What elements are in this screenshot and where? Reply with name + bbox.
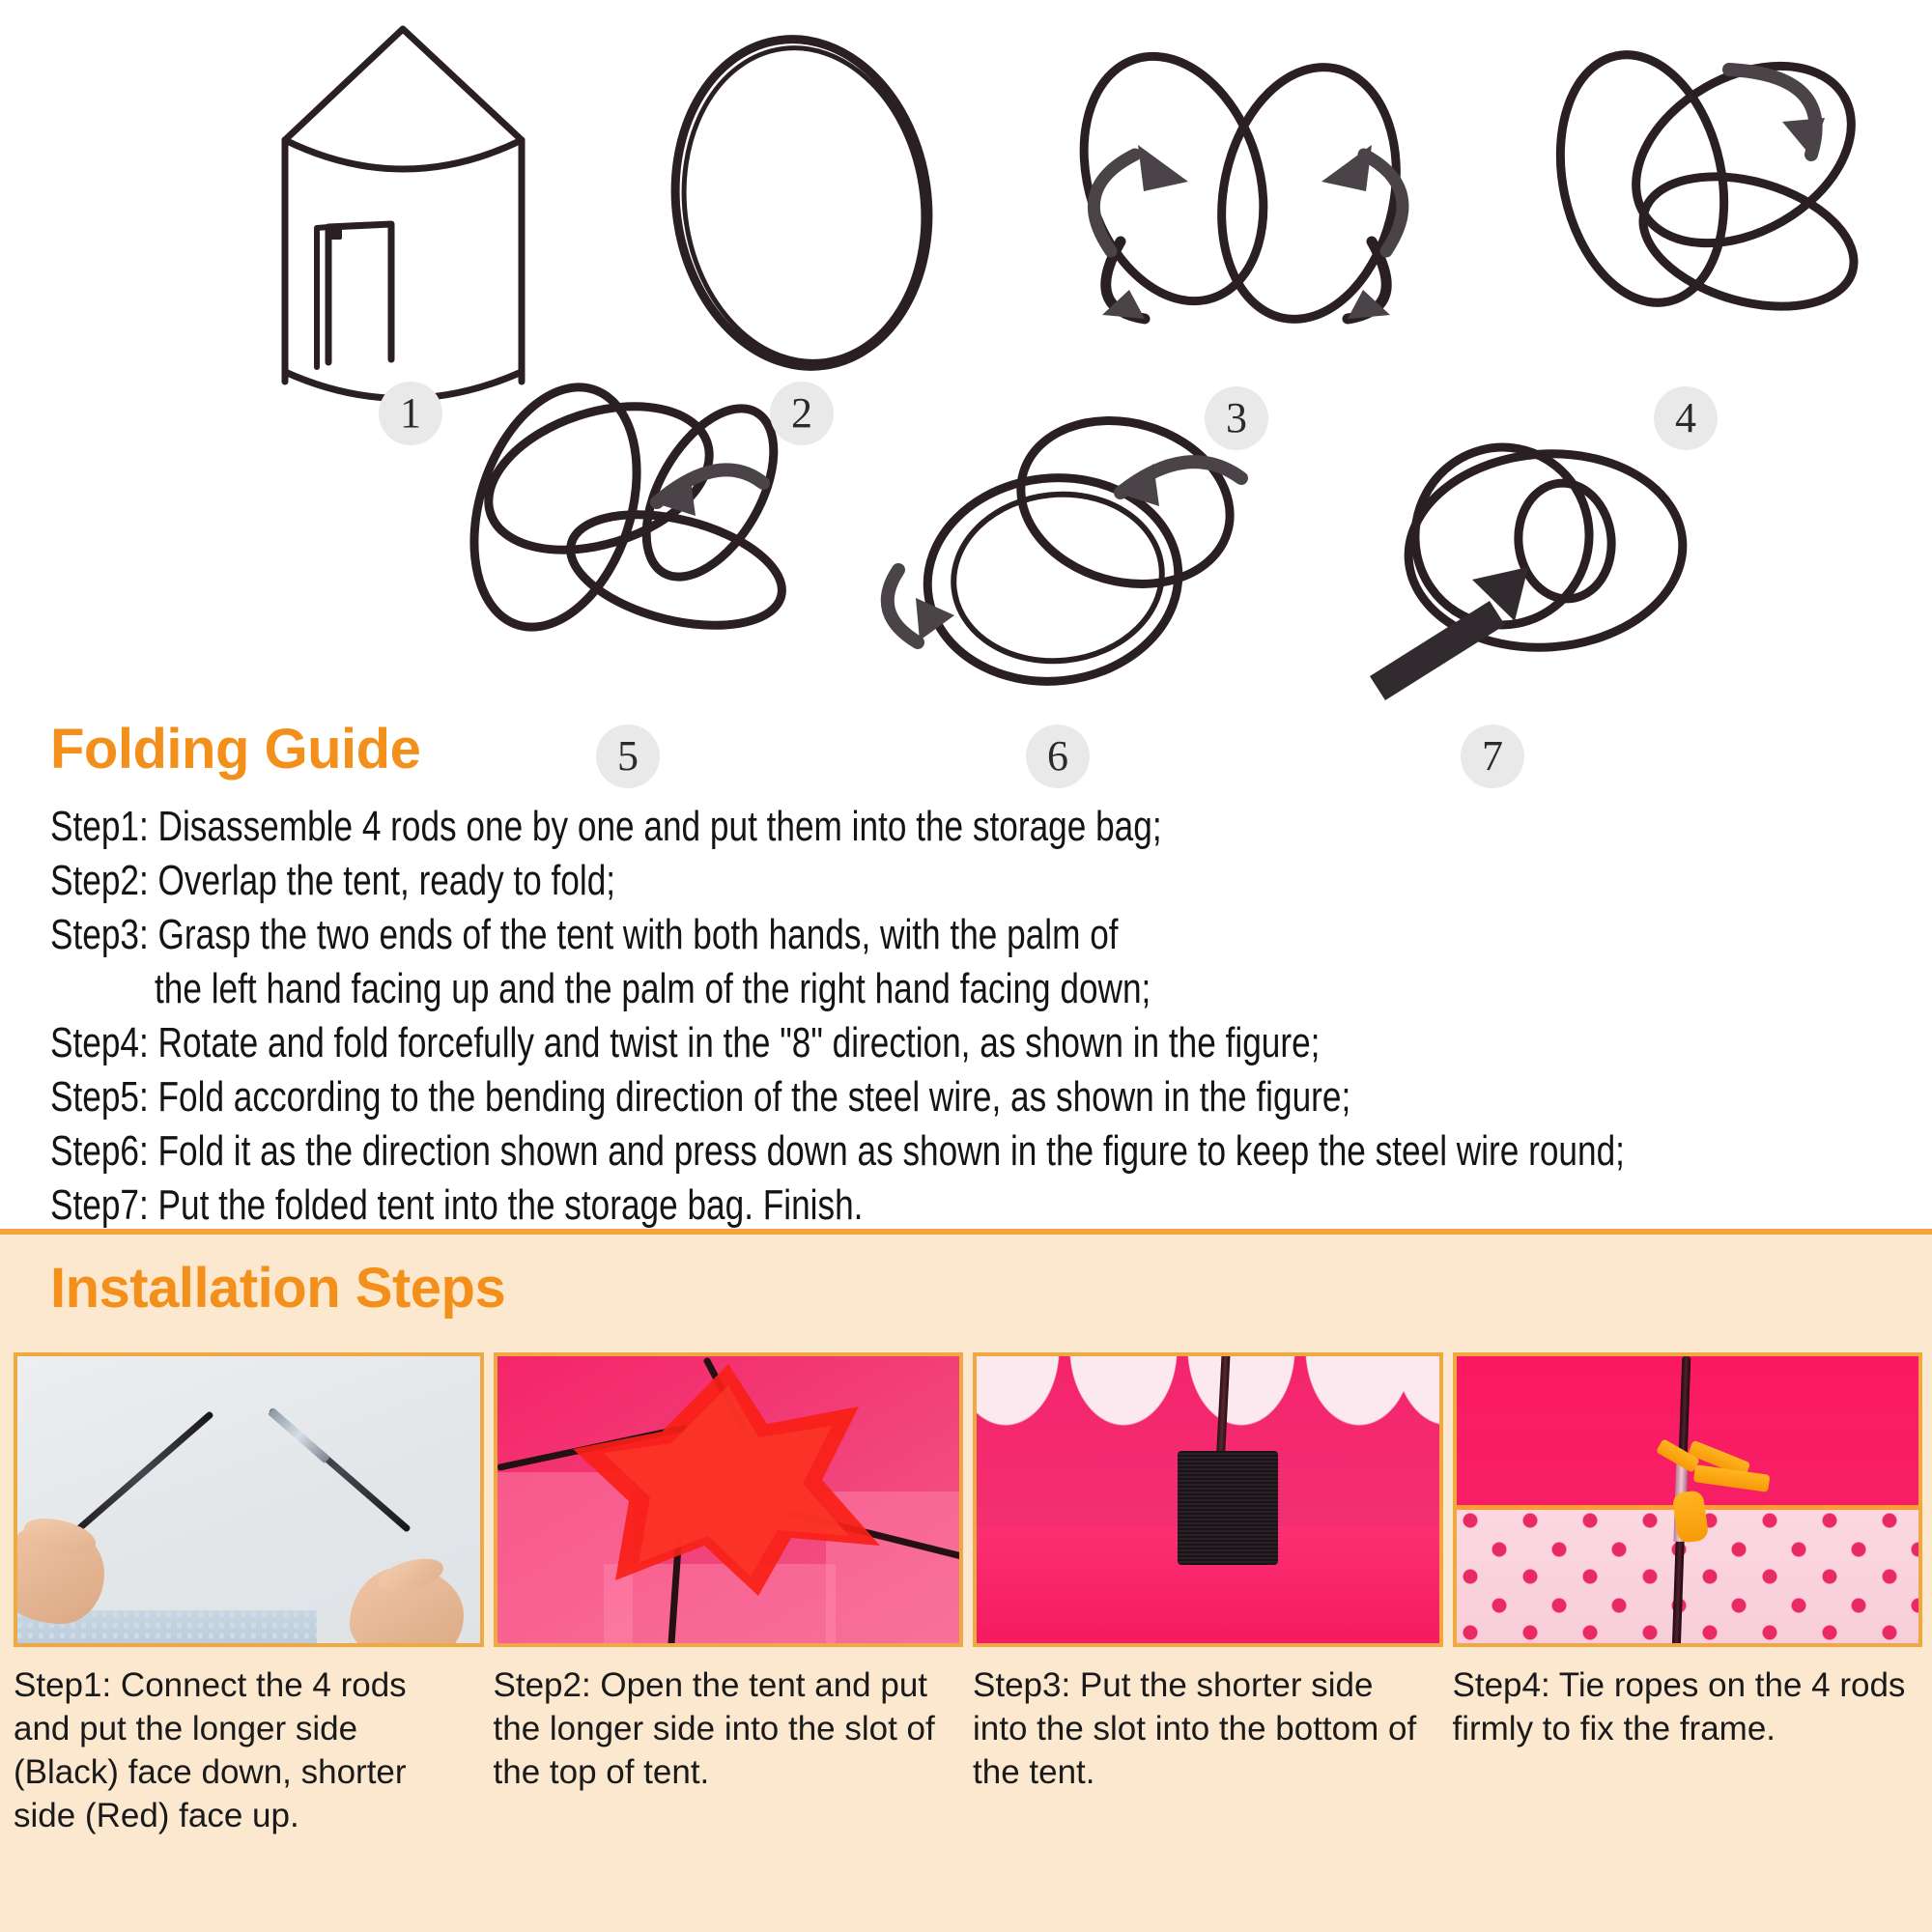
folding-step-line: Step7: Put the folded tent into the storage bag. Finish. [50, 1181, 864, 1229]
install-caption-4: Step4: Tie ropes on the 4 rods firmly to fix the frame. [1452, 1666, 1906, 1747]
folding-step-line: Step3: Grasp the two ends of the tent with both hands, with the palm of [50, 911, 1119, 958]
folding-steps-list [50, 802, 1915, 1235]
folding-step-line: Step1: Disassemble 4 rods one by one and put them into the storage bag; [50, 803, 1162, 850]
diagram-badge-6: 6 [1026, 724, 1090, 788]
installation-captions-row [14, 1663, 1922, 1837]
installation-steps-title: Installation Steps [50, 1257, 506, 1320]
folding-step-line: Step4: Rotate and fold forcefully and twist in the "8" direction, as shown in the figure; [50, 1019, 1321, 1066]
folding-diagrams-svg [0, 0, 1932, 763]
diagram-badge-5: 5 [596, 724, 660, 788]
install-photo-1 [14, 1352, 484, 1647]
folding-step-line: Step6: Fold it as the direction shown and press down as shown in the figure to keep the steel wire round; [50, 1127, 1625, 1175]
install-caption-1: Step1: Connect the 4 rods and put the longer side (Black) face down, shorter side (Red) face up. [14, 1666, 407, 1834]
diagram-badge-1: 1 [379, 382, 442, 445]
diagram-badge-3: 3 [1205, 386, 1268, 450]
install-photo-2 [494, 1352, 964, 1647]
diagram-fold-step5 [445, 366, 800, 648]
rod-pocket-photo-content [977, 1356, 1439, 1643]
section-divider [0, 1229, 1932, 1235]
rods-photo-content [17, 1356, 480, 1643]
folding-guide-title: Folding Guide [50, 718, 421, 781]
diagram-final-step7 [1401, 434, 1689, 657]
install-photo-3 [973, 1352, 1443, 1647]
installation-steps-section [0, 1229, 1932, 1932]
folding-step-line: Step2: Overlap the tent, ready to fold; [50, 857, 616, 904]
install-caption-3: Step3: Put the shorter side into the slot into the bottom of the tent. [973, 1666, 1417, 1791]
folding-diagram-area [0, 0, 1932, 780]
install-caption-2: Step2: Open the tent and put the longer side into the slot of the top of tent. [493, 1666, 935, 1791]
webbing-pocket [1178, 1451, 1278, 1565]
diagram-badge-7: 7 [1461, 724, 1524, 788]
install-photo-4 [1453, 1352, 1923, 1647]
diagram-coil-step6 [918, 397, 1250, 694]
folding-step-line: the left hand facing up and the palm of the right hand facing down; [155, 965, 1151, 1012]
installation-photo-row [14, 1352, 1922, 1647]
diagram-badge-2: 2 [770, 382, 834, 445]
diagram-badge-4: 4 [1654, 386, 1718, 450]
press-arrow-step7 [1370, 567, 1528, 700]
diagram-loop-step2 [655, 23, 950, 384]
tent-top-photo-content [497, 1356, 960, 1643]
red-fabric-star [569, 1356, 888, 1598]
ribbon-photo-content [1457, 1356, 1919, 1643]
diagram-overlap-step4 [1539, 30, 1883, 329]
diagram-tent-step1 [285, 29, 522, 399]
folding-step-line: Step5: Fold according to the bending direction of the steel wire, as shown in the figure; [50, 1073, 1351, 1121]
